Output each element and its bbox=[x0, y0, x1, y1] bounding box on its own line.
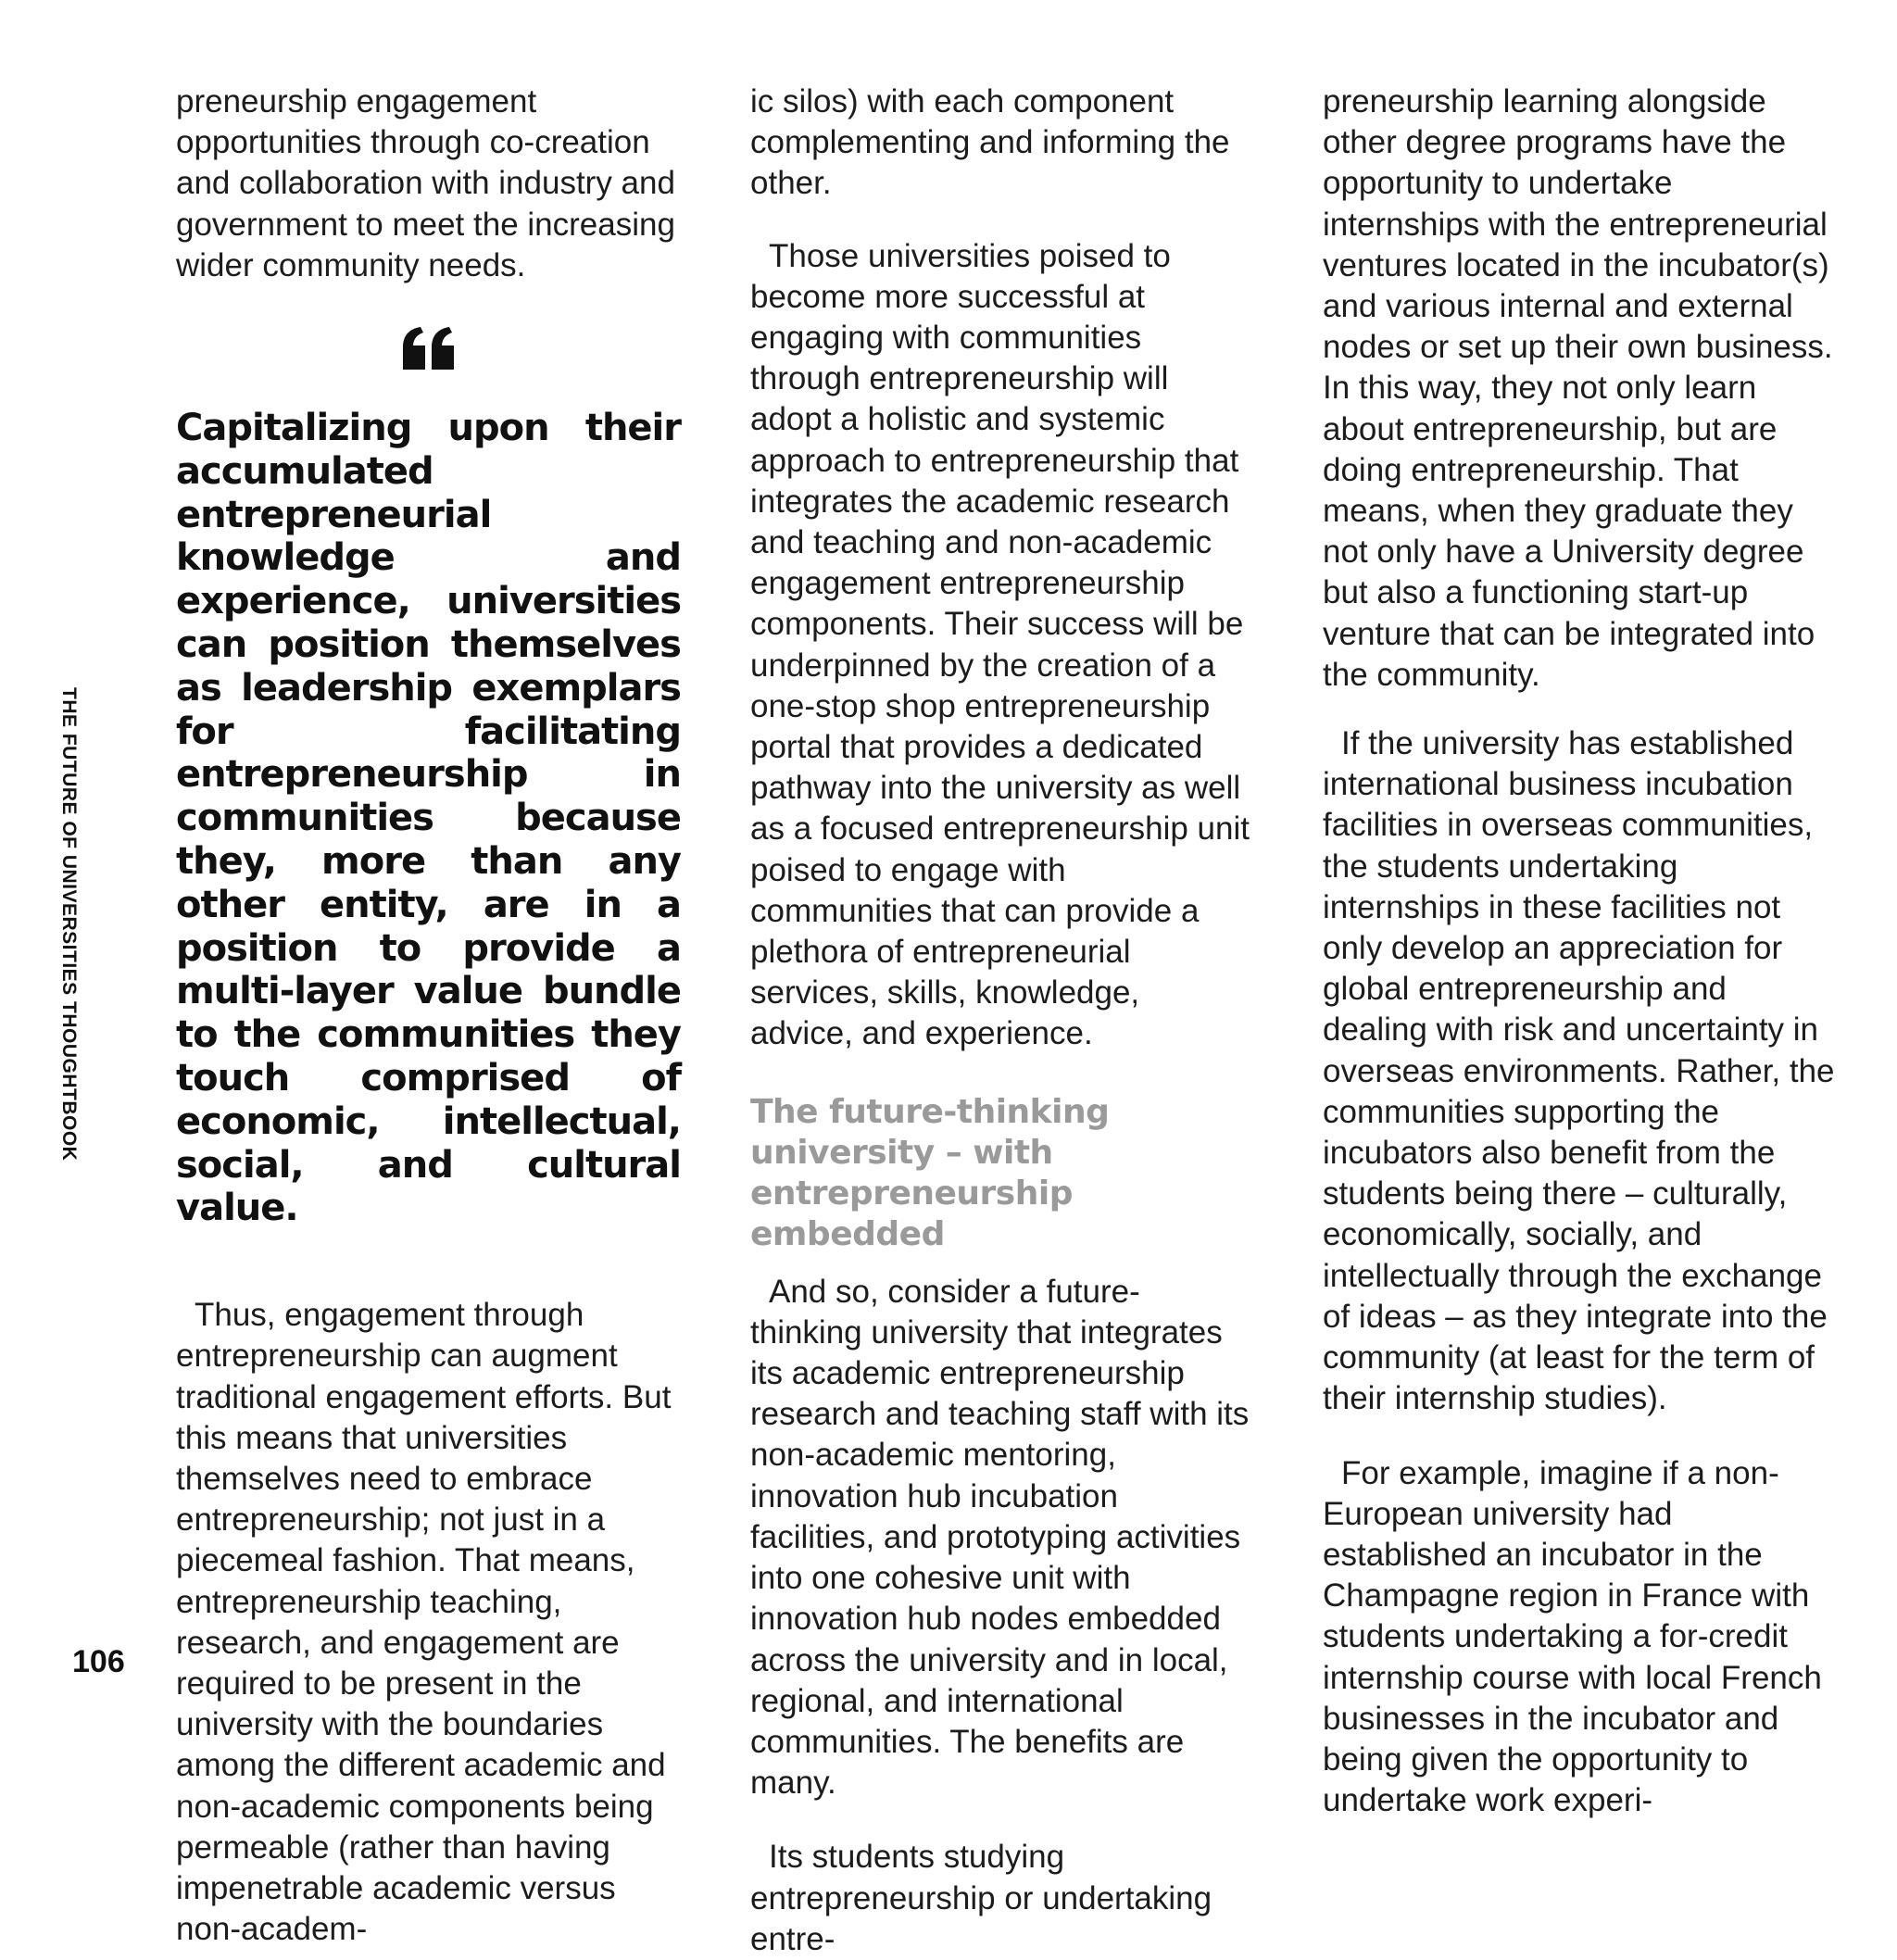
text-column-3 bbox=[1323, 82, 1837, 1821]
section-heading: The future-thinking university – with entrepreneurship embedded bbox=[750, 1092, 1110, 1253]
paragraph: Thus, engagement through entrepreneurship can augment traditional engagement efforts. But this means that universities themselves need to embrace entrepreneurship; not just in a piecemeal fashion. That means, entrepreneurship teaching, research, and engagement are required to be present in the university with the boundaries among the different academic and non-academic components being permeable (rather than having impenetrable academic versus non-academ- bbox=[176, 1297, 672, 1948]
book-title-vertical: THE FUTURE OF UNIVERSITIES THOUGHTBOOK bbox=[58, 687, 80, 1162]
quotation-mark-icon bbox=[176, 327, 681, 383]
paragraph: If the university has established international business incubation facilities in overseas communities, the students undertaking internships in these facilities not only develop an appreciation for global entrepreneurship and dealing with risk and uncertainty in overseas environments. Rather, the communities supporting the incubators also benefit from the students being there – culturally, economically, socially, and intellectually through the exchange of ideas – as they integrate into the community (at least for the term of their internship studies). bbox=[1323, 725, 1835, 1417]
paragraph: For example, imagine if a non-European university had established an incubator in the Champagne region in France with students undertaking a for-credit internship course with local French businesses in the incubator and being given the opportunity to undertake work experi- bbox=[1323, 1454, 1822, 1819]
paragraph: And so, consider a future-thinking university that integrates its academic entrepreneurship research and teaching staff with its non-academic mentoring, innovation hub incubation facilities, and prototyping activities into one cohesive unit with innovation hub nodes embedded across the university and in local, regional, and international communities. The benefits are many. bbox=[750, 1273, 1250, 1802]
text-column-1 bbox=[176, 82, 681, 1950]
paragraph: preneurship learning alongside other degree programs have the opportunity to undertake internships with the entrepreneurial ventures located in the incubator(s) and various internal and external nodes or set up their own business. In this way, they not only learn about entrepreneurship, but are doing entrepreneurship. That means, when they graduate they not only have a University degree but also a functioning start-up venture that can be integrated into the community. bbox=[1323, 83, 1833, 693]
paragraph: Those universities poised to become more successful at engaging with communities through entrepreneurship will adopt a holistic and systemic approach to entrepreneurship that integrates the academic research and teaching and non-academic engagement entrepreneurship components. Their success will be underpinned by the creation of a one-stop shop entrepreneurship portal that provides a dedicated pathway into the university as well as a focused entrepreneurship unit poised to engage with communities that can provide a plethora of entrepreneurial services, skills, knowledge, advice, and experience. bbox=[750, 237, 1250, 1052]
pull-quote: Capitalizing upon their accumulated entrepreneurial knowledge and experience, universities can position themselves as leadership exemplars for facilitating entrepreneurship in communities because they, more than any other entity, are in a position to provide a multi-layer value bundle to the communities they touch comprised of economic, intellectual, social, and cultural value. bbox=[176, 407, 681, 1230]
paragraph: ic silos) with each component complementing and informing the other. bbox=[750, 83, 1230, 202]
text-column-2 bbox=[750, 82, 1250, 1960]
page-number: 106 bbox=[72, 1644, 125, 1679]
paragraph: preneurship engagement opportunities through co-creation and collaboration with industry and government to meet the increasing wider community needs. bbox=[176, 83, 675, 283]
paragraph: Its students studying entrepreneurship or undertaking entre- bbox=[750, 1839, 1212, 1957]
